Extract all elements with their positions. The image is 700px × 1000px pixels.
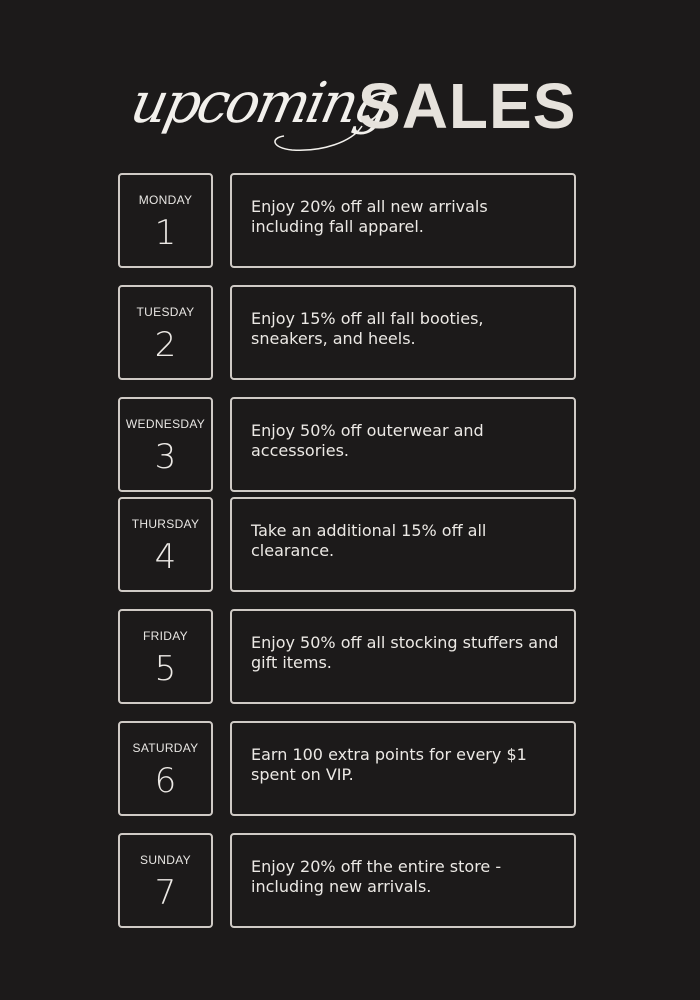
day-number: 5 [154, 649, 177, 689]
day-name: WEDNESDAY [125, 417, 206, 431]
day-name: SATURDAY [132, 741, 199, 755]
title-swash-decoration [262, 124, 372, 154]
day-number: 6 [154, 761, 177, 801]
sale-description: Enjoy 15% off all fall booties, sneakers, and heels. [251, 309, 484, 348]
day-box-thursday [118, 497, 213, 592]
day-box-friday [118, 609, 213, 704]
page-title [0, 60, 700, 150]
sale-description: Enjoy 50% off outerwear and accessories. [251, 421, 484, 460]
sale-description-box [230, 285, 576, 380]
day-name: SUNDAY [140, 853, 191, 867]
sale-description-box [230, 497, 576, 592]
sale-description: Enjoy 20% off the entire store - including new arrivals. [251, 857, 502, 896]
sale-description-box [230, 609, 576, 704]
sale-description: Take an additional 15% off all clearance. [251, 521, 487, 560]
day-number: 1 [154, 213, 177, 253]
sale-description: Enjoy 20% off all new arrivals including fall apparel. [251, 197, 488, 236]
day-box-sunday [118, 833, 213, 928]
day-name: THURSDAY [131, 517, 200, 531]
sale-description: Earn 100 extra points for every $1 spent on VIP. [251, 745, 527, 784]
day-number: 4 [154, 537, 177, 577]
day-number: 7 [154, 873, 177, 913]
day-box-wednesday [118, 397, 213, 492]
day-name: TUESDAY [136, 305, 195, 319]
title-bold-word: SALES [358, 70, 577, 142]
sale-description: Enjoy 50% off all stocking stuffers and gift items. [251, 633, 559, 672]
sale-description-box [230, 397, 576, 492]
day-box-monday [118, 173, 213, 268]
day-name: MONDAY [138, 193, 193, 207]
day-number: 2 [154, 325, 177, 365]
day-number: 3 [154, 437, 177, 477]
sale-description-box [230, 721, 576, 816]
sale-description-box [230, 173, 576, 268]
title-script-word: upcoming [125, 71, 395, 136]
sale-description-box [230, 833, 576, 928]
day-box-tuesday [118, 285, 213, 380]
day-box-saturday [118, 721, 213, 816]
day-name: FRIDAY [143, 629, 188, 643]
